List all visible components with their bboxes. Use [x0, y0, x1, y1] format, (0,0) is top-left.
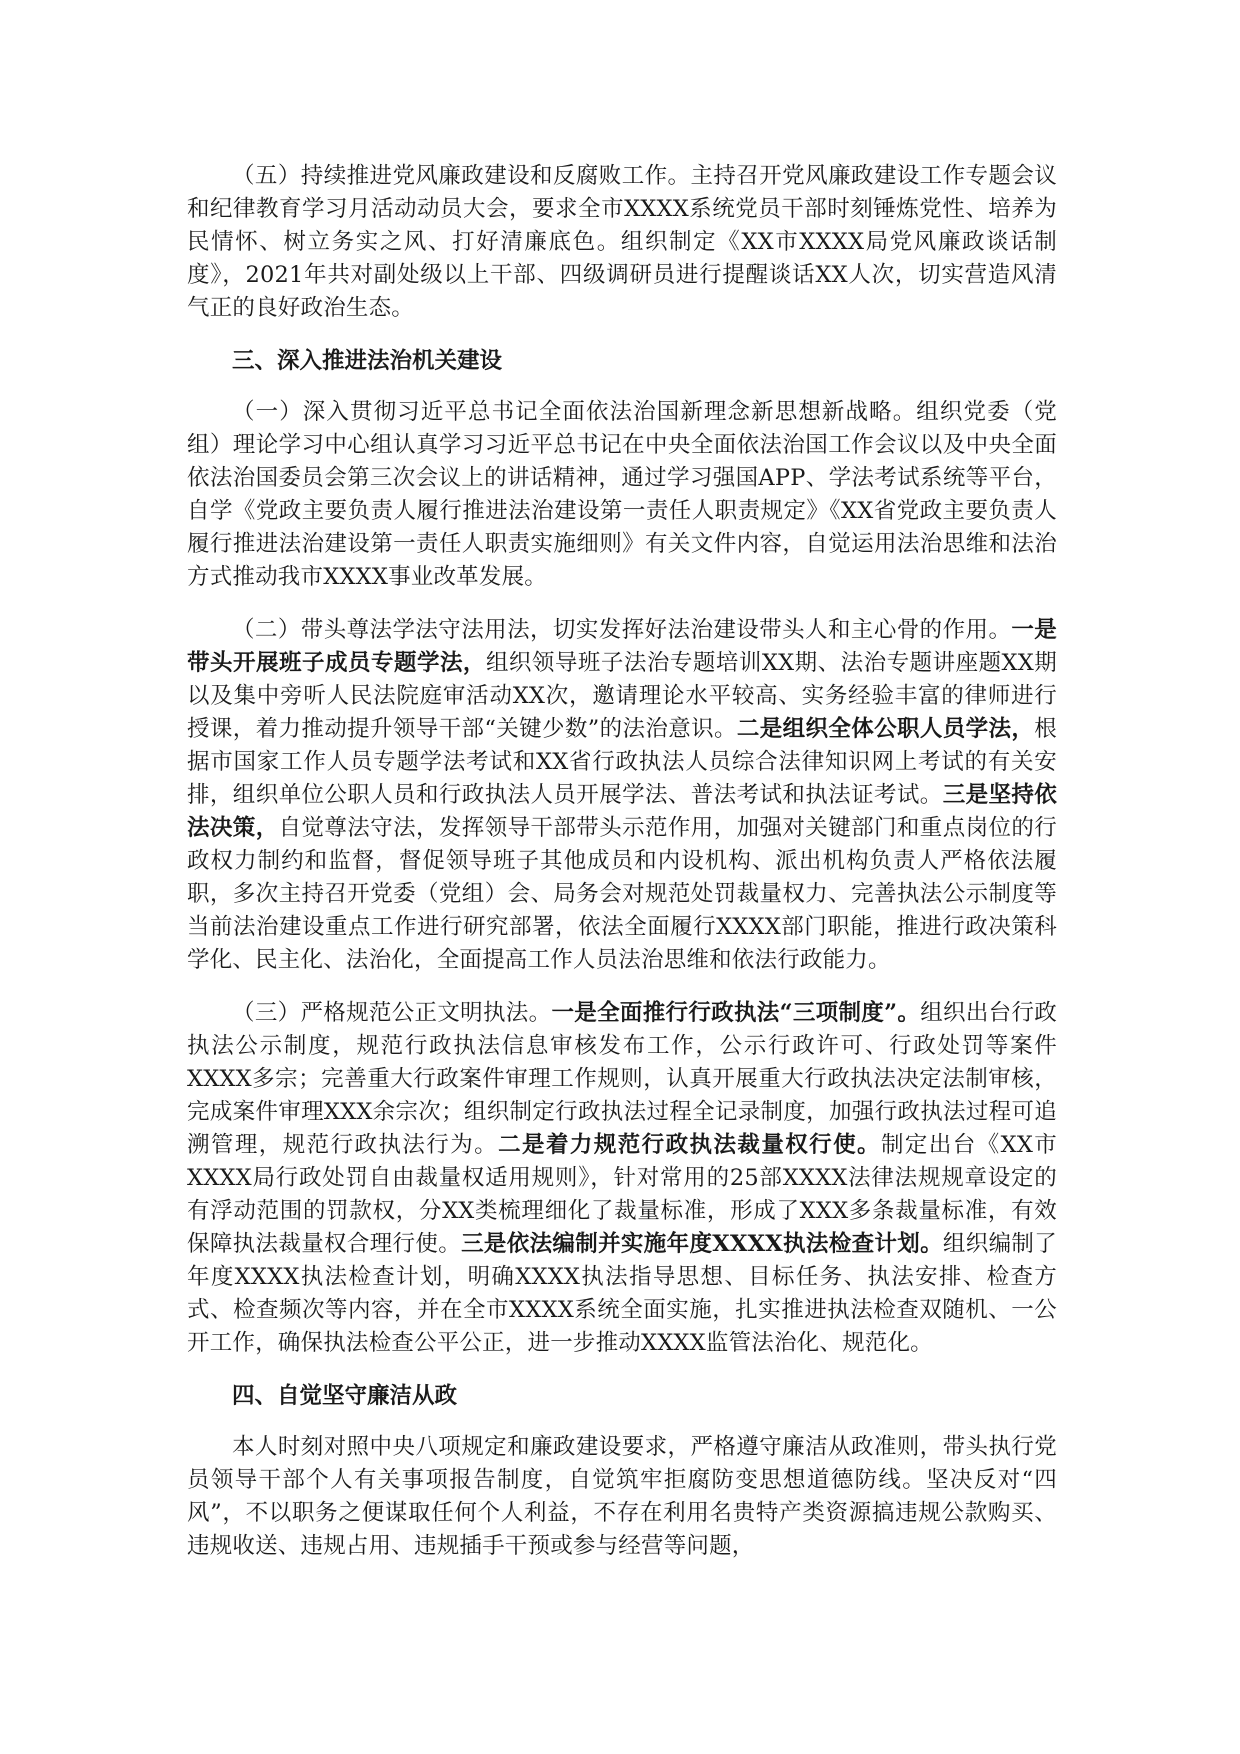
- section-heading-integrity: 四、自觉坚守廉洁从政: [232, 1383, 458, 1409]
- text-segment: 组织领导班子法治专题培训XX期、法治专题讲座题XX期以及集中旁听人民法院庭审活动XX次，邀请理论水平较高、实务经验丰富的律师进行授课，着力推动提升领导干部“关键少数”的法治意识。: [187, 650, 1057, 742]
- bold-point-1: 一是全面推行行政执法“三项制度”。: [551, 1000, 921, 1026]
- paragraph-party-conduct: （五）持续推进党风廉政建设和反腐败工作。主持召开党风廉政建设工作专题会议和纪律教育学习月活动动员大会，要求全市XXXX系统党员干部时刻锤炼党性、培养为民情怀、树立务实之风、打好清廉底色。组织制定《XX市XXXX局党风廉政谈话制度》，2021年共对副处级以上干部、四级调研员进行提醒谈话XX人次，切实营造风清气正的良好政治生态。: [187, 163, 1057, 321]
- paragraph-respect-law: [187, 614, 1057, 977]
- bold-point-2: 二是组织全体公职人员学法，: [736, 716, 1035, 742]
- text-segment: 组织出台行政执法公示制度，规范行政执法信息审核发布工作，公示行政许可、行政处罚等案件XXXX多宗；完善重大行政案件审理工作规则，认真开展重大行政执法决定法制审核，完成案件审理XXX余宗次；组织制定行政执法过程全记录制度，加强行政执法过程可追溯管理，规范行政执法行为。: [187, 1000, 1057, 1158]
- text-segment: 自觉尊法守法，发挥领导干部带头示范作用，加强对关键部门和重点岗位的行政权力制约和监督，督促领导班子其他成员和内设机构、派出机构负责人严格依法履职，多次主持召开党委（党组）会、局务会对规范处罚裁量权力、完善执法公示制度等当前法治建设重点工作进行研究部署，依法全面履行XXXX部门职能，推进行政决策科学化、民主化、法治化，全面提高工作人员法治思维和依法行政能力。: [187, 815, 1057, 973]
- text-segment: 根据市国家工作人员专题学法考试和XX省行政执法人员综合法律知识网上考试的有关安排，组织单位公职人员和行政执法人员开展学法、普法考试和执法证考试。: [187, 716, 1057, 808]
- bold-point-3: 三是坚持依法决策，: [187, 782, 1057, 841]
- text-segment: （三）严格规范公正文明执法。: [232, 1000, 552, 1026]
- paragraph-law-enforcement: [187, 997, 1057, 1360]
- text-segment: 制定出台《XX市XXXX局行政处罚自由裁量权适用规则》，针对常用的25部XXXX法律法规规章设定的有浮动范围的罚款权，分XX类梳理细化了裁量标准，形成了XXX多条裁量标准，有效保障执法裁量权合理行使。: [187, 1132, 1058, 1257]
- paragraph-rule-of-law-study: （一）深入贯彻习近平总书记全面依法治国新理念新思想新战略。组织党委（党组）理论学习中心组认真学习习近平总书记在中央全面依法治国工作会议以及中央全面依法治国委员会第三次会议上的讲话精神，通过学习强国APP、学法考试系统等平台，自学《党政主要负责人履行推进法治建设第一责任人职责规定》《XX省党政主要负责人履行推进法治建设第一责任人职责实施细则》有关文件内容，自觉运用法治思维和法治方式推动我市XXXX事业改革发展。: [187, 399, 1057, 590]
- section-heading-rule-of-law: 三、深入推进法治机关建设: [232, 348, 503, 374]
- text-segment: （二）带头尊法学法守法用法，切实发挥好法治建设带头人和主心骨的作用。: [232, 617, 1012, 643]
- bold-point-1: 一是带头开展班子成员专题学法，: [187, 617, 1057, 676]
- text-segment: 组织编制了年度XXXX执法检查计划，明确XXXX执法指导思想、目标任务、执法安排、检查方式、检查频次等内容，并在全市XXXX系统全面实施，扎实推进执法检查双随机、一公开工作，确保执法检查公平公正，进一步推动XXXX监管法治化、规范化。: [187, 1231, 1057, 1356]
- bold-point-3: 三是依法编制并实施年度XXXX执法检查计划。: [461, 1231, 943, 1257]
- document-page: [187, 160, 1057, 1583]
- paragraph-integrity: 本人时刻对照中央八项规定和廉政建设要求，严格遵守廉洁从政准则，带头执行党员领导干部个人有关事项报告制度，自觉筑牢拒腐防变思想道德防线。坚决反对“四风”，不以职务之便谋取任何个人利益，不存在利用名贵特产类资源搞违规公款购买、违规收送、违规占用、违规插手干预或参与经营等问题，: [187, 1434, 1057, 1559]
- bold-point-2: 二是着力规范行政执法裁量权行使。: [498, 1132, 881, 1158]
